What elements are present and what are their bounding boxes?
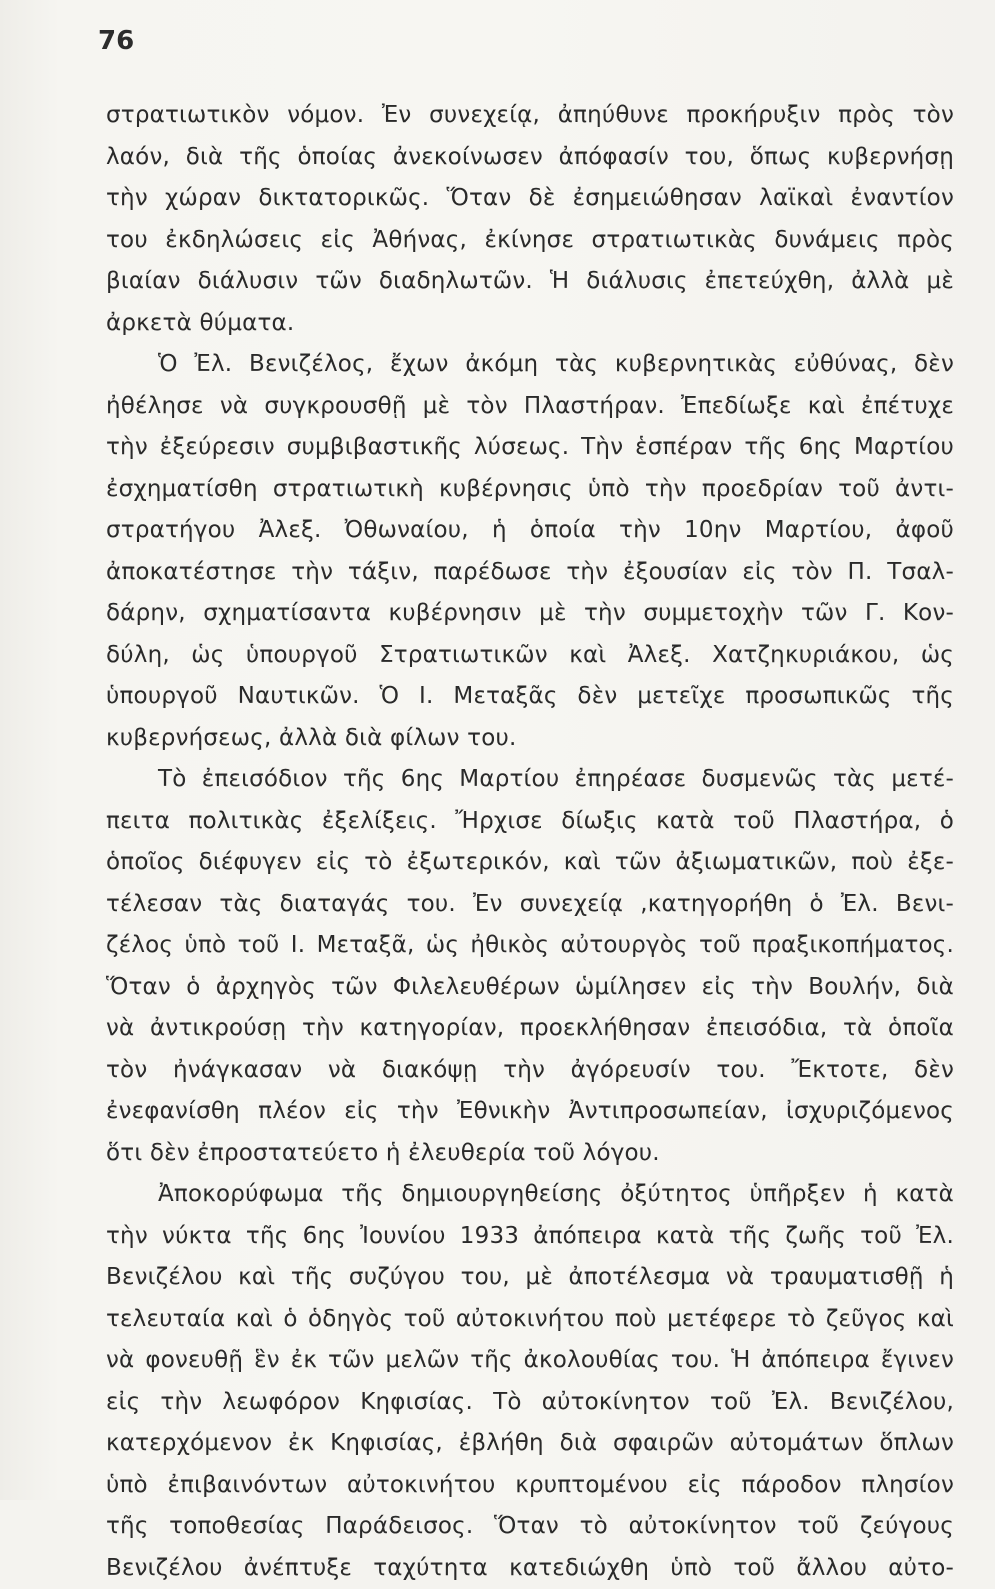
text-line: ἐσχηματίσθη στρατιωτικὴ κυβέρνησις ὑπὸ τὴν προεδρίαν τοῦ ἀντι-	[106, 469, 954, 511]
text-line: ζέλος ὑπὸ τοῦ Ι. Μεταξᾶ, ὡς ἠθικὸς αὐτουργὸς τοῦ πραξικοπήματος.	[106, 925, 954, 967]
text-line: Τὸ ἐπεισόδιον τῆς 6ης Μαρτίου ἐπηρέασε δυσμενῶς τὰς μετέ-	[106, 759, 954, 801]
text-line: τὴν ἐξεύρεσιν συμβιβαστικῆς λύσεως. Τὴν ἑσπέραν τῆς 6ης Μαρτίου	[106, 427, 954, 469]
text-line: στρατήγου Ἀλεξ. Ὀθωναίου, ἡ ὁποία τὴν 10ην Μαρτίου, ἀφοῦ	[106, 510, 954, 552]
text-line: κατερχόμενον ἐκ Κηφισίας, ἐβλήθη διὰ σφαιρῶν αὐτομάτων ὅπλων	[106, 1423, 954, 1465]
text-line: κυβερνήσεως, ἀλλὰ διὰ φίλων του.	[106, 718, 954, 760]
text-line: εἰς τὴν λεωφόρον Κηφισίας. Τὸ αὐτοκίνητον τοῦ Ἐλ. Βενιζέλου,	[106, 1382, 954, 1424]
text-line: τῆς τοποθεσίας Παράδεισος. Ὅταν τὸ αὐτοκίνητον τοῦ ζεύγους	[106, 1506, 954, 1548]
text-line: ὑπουργοῦ Ναυτικῶν. Ὁ Ι. Μεταξᾶς δὲν μετεῖχε προσωπικῶς τῆς	[106, 676, 954, 718]
text-line: τελευταία καὶ ὁ ὁδηγὸς τοῦ αὐτοκινήτου ποὺ μετέφερε τὸ ζεῦγος καὶ	[106, 1299, 954, 1341]
text-line: τέλεσαν τὰς διαταγάς του. Ἐν συνεχείᾳ ,κατηγορήθη ὁ Ἐλ. Βενι-	[106, 884, 954, 926]
text-line: ὑπὸ ἐπιβαινόντων αὐτοκινήτου κρυπτομένου εἰς πάροδον πλησίον	[106, 1465, 954, 1507]
text-line: πειτα πολιτικὰς ἐξελίξεις. Ἤρχισε δίωξις κατὰ τοῦ Πλαστήρα, ὁ	[106, 801, 954, 843]
text-line: Βενιζέλου ἀνέπτυξε ταχύτητα κατεδιώχθη ὑπὸ τοῦ ἄλλου αὐτο-	[106, 1548, 954, 1589]
text-line: ἀποκατέστησε τὴν τάξιν, παρέδωσε τὴν ἐξουσίαν εἰς τὸν Π. Τσαλ-	[106, 552, 954, 594]
text-line: ἐνεφανίσθη πλέον εἰς τὴν Ἐθνικὴν Ἀντιπροσωπείαν, ἰσχυριζόμενος	[106, 1091, 954, 1133]
body-text	[106, 95, 954, 1589]
text-line: Βενιζέλου καὶ τῆς συζύγου του, μὲ ἀποτέλεσμα νὰ τραυματισθῇ ἡ	[106, 1257, 954, 1299]
text-line: Ὁ Ἐλ. Βενιζέλος, ἔχων ἀκόμη τὰς κυβερνητικὰς εὐθύνας, δὲν	[106, 344, 954, 386]
text-line: λαόν, διὰ τῆς ὁποίας ἀνεκοίνωσεν ἀπόφασίν του, ὅπως κυβερνήσῃ	[106, 137, 954, 179]
text-line: στρατιωτικὸν νόμον. Ἐν συνεχείᾳ, ἀπηύθυνε προκήρυξιν πρὸς τὸν	[106, 95, 954, 137]
text-line: τὴν νύκτα τῆς 6ης Ἰουνίου 1933 ἀπόπειρα κατὰ τῆς ζωῆς τοῦ Ἐλ.	[106, 1216, 954, 1258]
text-line: τὸν ἠνάγκασαν νὰ διακόψῃ τὴν ἀγόρευσίν του. Ἔκτοτε, δὲν	[106, 1050, 954, 1092]
text-line: ὁποῖος διέφυγεν εἰς τὸ ἐξωτερικόν, καὶ τῶν ἀξιωματικῶν, ποὺ ἐξε-	[106, 842, 954, 884]
text-line: Ἀποκορύφωμα τῆς δημιουργηθείσης ὀξύτητος ὑπῆρξεν ἡ κατὰ	[106, 1174, 954, 1216]
text-line: δάρην, σχηματίσαντα κυβέρνησιν μὲ τὴν συμμετοχὴν τῶν Γ. Κον-	[106, 593, 954, 635]
text-line: Ὅταν ὁ ἀρχηγὸς τῶν Φιλελευθέρων ὡμίλησεν εἰς τὴν Βουλήν, διὰ	[106, 967, 954, 1009]
text-line: ὅτι δὲν ἐπροστατεύετο ἡ ἐλευθερία τοῦ λόγου.	[106, 1133, 954, 1175]
text-line: δύλη, ὡς ὑπουργοῦ Στρατιωτικῶν καὶ Ἀλεξ. Χατζηκυριάκου, ὡς	[106, 635, 954, 677]
text-line: ἠθέλησε νὰ συγκρουσθῇ μὲ τὸν Πλαστήραν. Ἐπεδίωξε καὶ ἐπέτυχε	[106, 386, 954, 428]
page-number: 76	[98, 26, 134, 56]
text-line: ἀρκετὰ θύματα.	[106, 303, 954, 345]
text-line: βιαίαν διάλυσιν τῶν διαδηλωτῶν. Ἡ διάλυσις ἐπετεύχθη, ἀλλὰ μὲ	[106, 261, 954, 303]
text-line: του ἐκδηλώσεις εἰς Ἀθήνας, ἐκίνησε στρατιωτικὰς δυνάμεις πρὸς	[106, 220, 954, 262]
text-line: νὰ φονευθῇ ἓν ἐκ τῶν μελῶν τῆς ἀκολουθίας του. Ἡ ἀπόπειρα ἔγινεν	[106, 1340, 954, 1382]
text-line: τὴν χώραν δικτατορικῶς. Ὅταν δὲ ἐσημειώθησαν λαϊκαὶ ἐναντίον	[106, 178, 954, 220]
text-line: νὰ ἀντικρούσῃ τὴν κατηγορίαν, προεκλήθησαν ἐπεισόδια, τὰ ὁποῖα	[106, 1008, 954, 1050]
